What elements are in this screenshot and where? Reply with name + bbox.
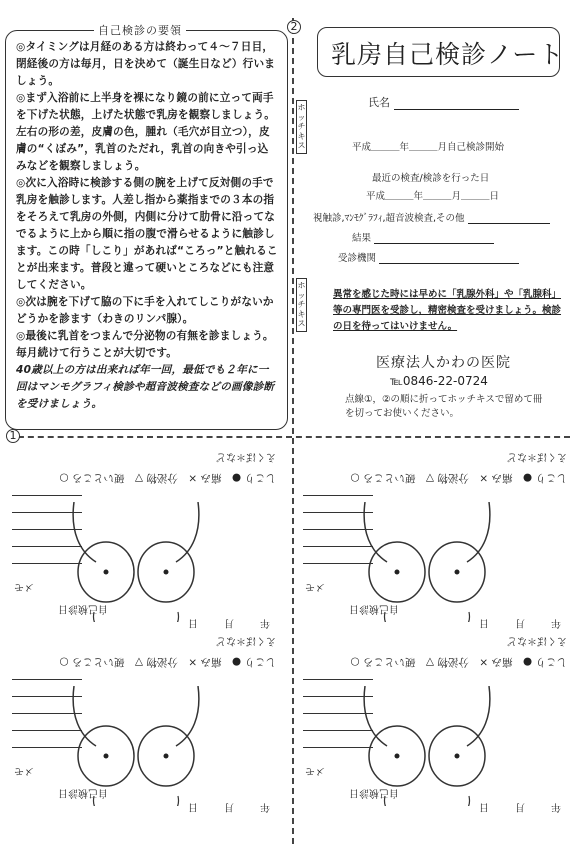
breast-diagram[interactable] [357,502,497,622]
legend-extra: えくぼ＊など [216,451,276,462]
staple-mark-bottom: ホッチキス [296,278,307,332]
record-card-3 [10,630,276,820]
record-date-label: 自己検診日 [349,603,399,614]
instruction-armpit: ◎次は腕を下げて脇の下に手を入れてしこりがないかどうかを診ます（わきのリンパ腺）。 [16,296,274,325]
breast-diagram[interactable] [66,502,206,622]
result-label: 結果 [352,233,372,244]
legend-symbols: しこり ● 痛み × 分泌物 ▽ 硬いところ ○ [59,656,276,668]
fold-number-2: 2 [287,20,301,34]
legend-symbols: しこり ● 痛み × 分泌物 ▽ 硬いところ ○ [350,656,567,668]
instruction-timing: ◎タイミングは月経のある方は終わって４〜７日目，閉経後の方は毎月，日を決めて（誕生日など）行いましょう。 [16,41,276,87]
record-date[interactable]: 年 月 日 [186,801,270,812]
facility-field[interactable] [338,250,519,264]
record-card-2 [301,446,567,636]
legend-symbols: しこり ● 痛み × 分泌物 ▽ 硬いところ ○ [350,472,567,484]
record-date[interactable]: 年 月 日 [477,801,561,812]
record-card-4 [301,630,567,820]
instruction-nipple: ◎最後に乳首をつまんで分泌物の有無を診ましょう。毎月続けて行うことが大切です。 [16,330,274,359]
record-date-label: 自己検診日 [58,603,108,614]
record-date[interactable]: 年 月 日 [477,617,561,628]
instructions-title: 自己検診の要領 [94,22,186,38]
memo-lines[interactable] [303,679,373,764]
start-date-line[interactable]: 平成＿＿＿年＿＿＿月自己検診開始 [352,142,505,153]
result-field[interactable] [352,230,494,244]
clinic-phone: ℡0846-22-0724 [390,374,488,388]
instructions-panel [5,30,288,430]
staple-mark-top: ホッチキス [296,100,307,154]
record-date-label: 自己検診日 [58,787,108,798]
exam-method-field[interactable] [313,210,550,224]
clinic-name: 医療法人かわの医院 [376,355,511,371]
fold-instruction: 点線①，②の順に折ってホッチキスで留めて冊を切ってお使いください。 [345,394,543,419]
legend-extra: えくぼ＊など [507,635,567,646]
recent-exam-date[interactable]: 平成＿＿＿年＿＿＿月＿＿＿日 [366,191,500,202]
fold-line-horizontal [8,436,570,438]
breast-diagram[interactable] [357,686,497,806]
exam-method-label: 視触診,ﾏﾝﾓｸﾞﾗﾌｨ,超音波検査,その他 [313,213,465,224]
legend-extra: えくぼ＊など [507,451,567,462]
legend-extra: えくぼ＊など [216,635,276,646]
memo-label: メモ [305,581,325,592]
record-date[interactable]: 年 月 日 [186,617,270,628]
memo-lines[interactable] [303,495,373,580]
medical-notice: 異常を感じた時には早めに「乳腺外科」や「乳腺科」等の専門医を受診し，精密検査を受けましょう。検診の日を待ってはいけません。 [333,289,562,332]
facility-label: 受診機関 [338,253,377,264]
memo-label: メモ [14,581,34,592]
notebook-title: 乳房自己検診ノート [331,40,565,69]
name-field[interactable] [368,94,519,110]
legend-symbols: しこり ● 痛み × 分泌物 ▽ 硬いところ ○ [59,472,276,484]
instruction-palpate: ◎次に入浴時に検診する側の腕を上げて反対側の手で乳房を触診します。人差し指から薬指までの３本の指をそろえて乳房の外側，内側に分けて肋骨に沿ってなでるように上から順に指の腹で滑らせるように触診します。この時「しこり」があれば“ころっ”と触れることが出来ます。普段と違って硬いところなどにも注意してください。 [16,177,278,291]
memo-label: メモ [305,765,325,776]
breast-diagram[interactable] [66,686,206,806]
record-date-label: 自己検診日 [349,787,399,798]
instruction-screening: 40歳以上の方は出来れば年一回，最低でも２年に一回はマンモグラフィ検診や超音波検査などの画像診断を受けましょう。 [16,364,275,410]
record-card-1 [10,446,276,636]
memo-label: メモ [14,765,34,776]
memo-lines[interactable] [12,495,82,580]
fold-number-1: 1 [6,429,20,443]
fold-line-vertical [292,18,294,844]
recent-exam-label: 最近の検査/検診を行った日 [372,173,490,184]
instruction-observe: ◎まず入浴前に上半身を裸になり鏡の前に立って両手を下げた状態，上げた状態で乳房を観察しましょう。左右の形の差，皮膚の色，腫れ（毛穴が目立つ），皮膚の“くぼみ”，乳首のただれ，乳首の向きや引っ込みなどを観察しましょう。 [16,92,276,172]
memo-lines[interactable] [12,679,82,764]
name-label: 氏名 [368,96,390,109]
